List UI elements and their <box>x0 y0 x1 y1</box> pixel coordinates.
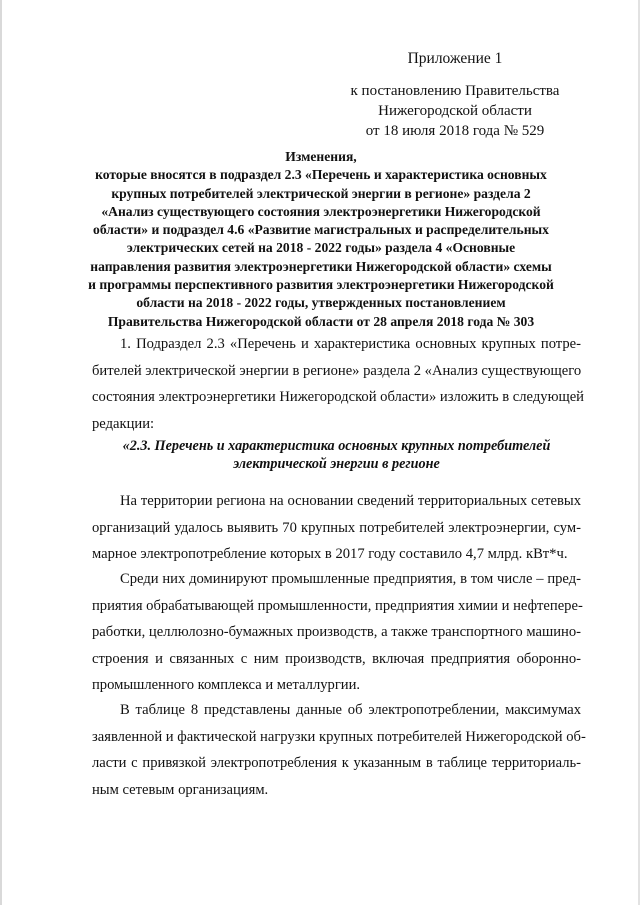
annex-title: Приложение 1 <box>407 50 503 67</box>
paragraph-line: ласти с привязкой электропотребления к указанным в таблице территориаль- <box>92 755 581 771</box>
paragraph-line: работки, целлюлозно-бумажных производств, а также транспортного машино- <box>92 624 581 640</box>
scan-edge-left <box>0 0 2 905</box>
heading-line: и программы перспективного развития электроэнергетики Нижегородской <box>88 277 554 293</box>
paragraph-line: строения и связанных с ним производств, включая предприятия оборонно- <box>92 650 581 667</box>
paragraph-line: В таблице 8 представлены данные об электропотреблении, максимумах <box>120 702 581 718</box>
annex-reference <box>330 81 580 141</box>
paragraph-1 <box>92 331 584 437</box>
paragraph-2 <box>92 488 581 568</box>
heading-line: «Анализ существующего состояния электроэнергетики Нижегородской <box>101 203 541 219</box>
document-heading <box>48 148 594 331</box>
heading-line: Изменения, <box>285 149 357 164</box>
heading-line: Правительства Нижегородской области от 28 апреля 2018 года № 303 <box>107 313 535 329</box>
paragraph-line: На территории региона на основании сведений территориальных сетевых <box>120 493 581 509</box>
heading-line: которые вносятся в подраздел 2.3 «Перечень и характеристика основных <box>95 167 547 183</box>
paragraph-line: состояния электроэнергетики Нижегородской области» изложить в следующей <box>92 389 584 405</box>
paragraph-line: приятия обрабатывающей промышленности, предприятия химии и нефтепере- <box>92 597 583 614</box>
heading-line: крупных потребителей электрической энергии в регионе» раздела 2 <box>111 185 531 201</box>
subtitle-line: «2.3. Перечень и характеристика основных крупных потребителей <box>122 438 551 454</box>
paragraph-line: марное электропотребление которых в 2017 году составило 4,7 млрд. кВт*ч. <box>92 546 568 562</box>
paragraph-line: организаций удалось выявить 70 крупных потребителей электроэнергии, сум- <box>92 519 581 536</box>
paragraph-line: 1. Подраздел 2.3 «Перечень и характеристика основных крупных потре- <box>120 336 581 352</box>
annex-line: к постановлению Правительства <box>350 83 560 99</box>
heading-line: направления развития электроэнергетики Нижегородской области» схемы <box>90 258 552 274</box>
annex-line: от 18 июля 2018 года № 529 <box>365 123 545 139</box>
annex-line: Нижегородской области <box>378 103 532 119</box>
subtitle-line: электрической энергии в регионе <box>233 456 440 472</box>
paragraph-line: Среди них доминируют промышленные предприятия, в том числе – пред- <box>120 571 581 587</box>
paragraph-line: редакции: <box>92 415 155 432</box>
heading-line: области на 2018 - 2022 годы, утвержденных постановлением <box>136 295 506 311</box>
paragraph-4 <box>92 697 586 803</box>
section-subtitle <box>92 437 581 473</box>
paragraph-line: заявленной и фактической нагрузки крупных потребителей Нижегородской об- <box>92 728 586 745</box>
paragraph-line: промышленного комплекса и металлургии. <box>92 677 361 693</box>
paragraph-3 <box>92 566 581 699</box>
paragraph-line: ным сетевым организациям. <box>92 781 269 798</box>
heading-line: области» и подраздел 4.6 «Развитие магистральных и распределительных <box>93 222 549 238</box>
heading-line: электрических сетей на 2018 - 2022 годы» раздела 4 «Основные <box>126 240 516 256</box>
paragraph-line: бителей электрической энергии в регионе» раздела 2 «Анализ существующего <box>92 362 582 379</box>
